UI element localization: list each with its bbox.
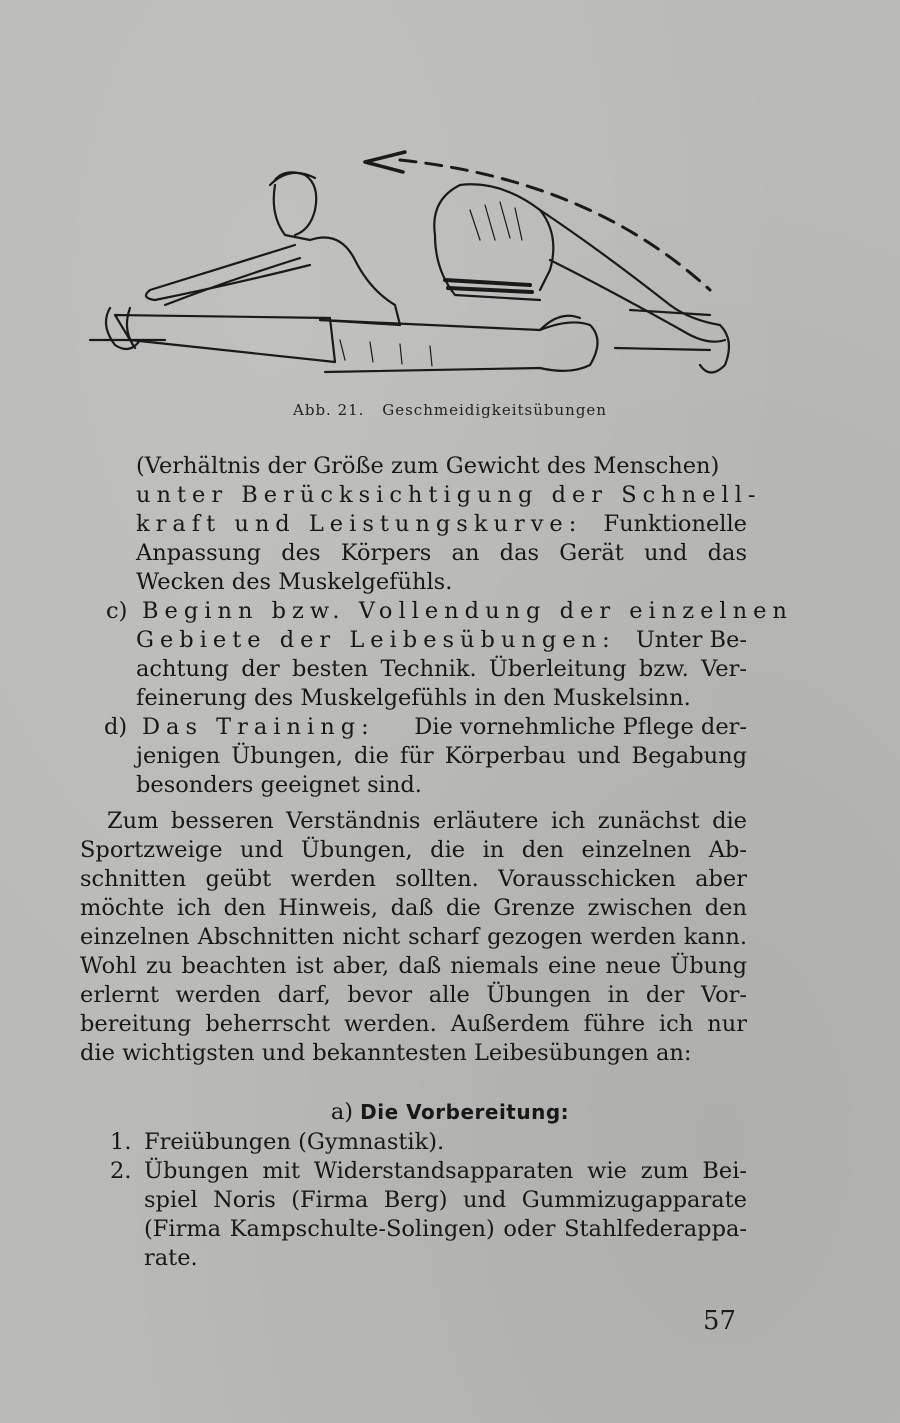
flexibility-exercise-drawing — [70, 140, 770, 395]
list-number: 1. — [110, 1129, 132, 1155]
text-line: erlernt werden darf, bevor alle Übungen in der Vor- — [80, 982, 747, 1008]
text-line: feinerung des Muskelgefühls in den Muskelsinn. — [136, 685, 691, 711]
text-line: die wichtigsten und bekanntesten Leibesübungen an: — [80, 1040, 692, 1066]
text-fragment: Die vornehmliche Pflege der- — [414, 714, 747, 740]
text-line — [136, 626, 747, 654]
text-line: achtung der besten Technik. Überleitung bzw. Ver- — [136, 656, 747, 682]
text-line — [142, 713, 747, 741]
text-line: jenigen Übungen, die für Körperbau und Begabung — [136, 743, 747, 769]
section-marker: a) — [330, 1099, 354, 1125]
page-number: 57 — [703, 1306, 737, 1336]
list-item: Übungen mit Widerstandsapparaten wie zum Bei- — [144, 1158, 747, 1184]
spaced-term: kraft und Leistungskurve: — [136, 511, 583, 537]
list-marker: d) — [104, 714, 128, 740]
section-title: Die Vorbereitung: — [360, 1100, 570, 1124]
exercise-illustration — [70, 140, 770, 395]
text-line: Zum besseren Verständnis erläutere ich zunächst die — [107, 808, 747, 834]
list-item: (Firma Kampschulte-Solingen) oder Stahlfederappa- — [144, 1216, 747, 1242]
list-item: rate. — [144, 1245, 198, 1271]
text-line: Anpassung des Körpers an das Gerät und das — [136, 540, 747, 566]
list-item: Freiübungen (Gymnastik). — [144, 1129, 445, 1155]
text-line: unter Berücksichtigung der Schnell- — [136, 482, 762, 508]
list-number: 2. — [110, 1158, 132, 1184]
text-line: bereitung beherrscht werden. Außerdem führe ich nur — [80, 1011, 747, 1037]
spaced-term: Das Training: — [142, 714, 375, 740]
text-fragment: Unter Be- — [635, 627, 747, 653]
text-line: Sportzweige und Übungen, die in den einzelnen Ab- — [80, 837, 747, 863]
section-heading — [0, 1098, 900, 1126]
figure-caption-text: Geschmeidigkeitsübungen — [382, 401, 607, 419]
figure-caption-label: Abb. 21. — [293, 401, 365, 419]
text-line — [136, 510, 747, 538]
text-line: besonders geeignet sind. — [136, 772, 422, 798]
text-line: Beginn bzw. Vollendung der einzelnen — [142, 598, 793, 624]
text-line: schnitten geübt werden sollten. Vorausschicken aber — [80, 866, 747, 892]
text-line: Wecken des Muskelgefühls. — [136, 569, 453, 595]
list-marker: c) — [106, 598, 128, 624]
figure-caption — [0, 401, 900, 419]
text-line: möchte ich den Hinweis, daß die Grenze zwischen den — [80, 895, 747, 921]
text-line: einzelnen Abschnitten nicht scharf gezogen werden kann. — [80, 924, 747, 950]
spaced-term: Gebiete der Leibesübungen: — [136, 627, 616, 653]
list-item: spiel Noris (Firma Berg) und Gummizugapparate — [144, 1187, 747, 1213]
text-line: (Verhältnis der Größe zum Gewicht des Menschen) — [136, 453, 720, 479]
text-line: Wohl zu beachten ist aber, daß niemals eine neue Übung — [80, 953, 747, 979]
text-fragment: Funktionelle — [603, 511, 747, 537]
